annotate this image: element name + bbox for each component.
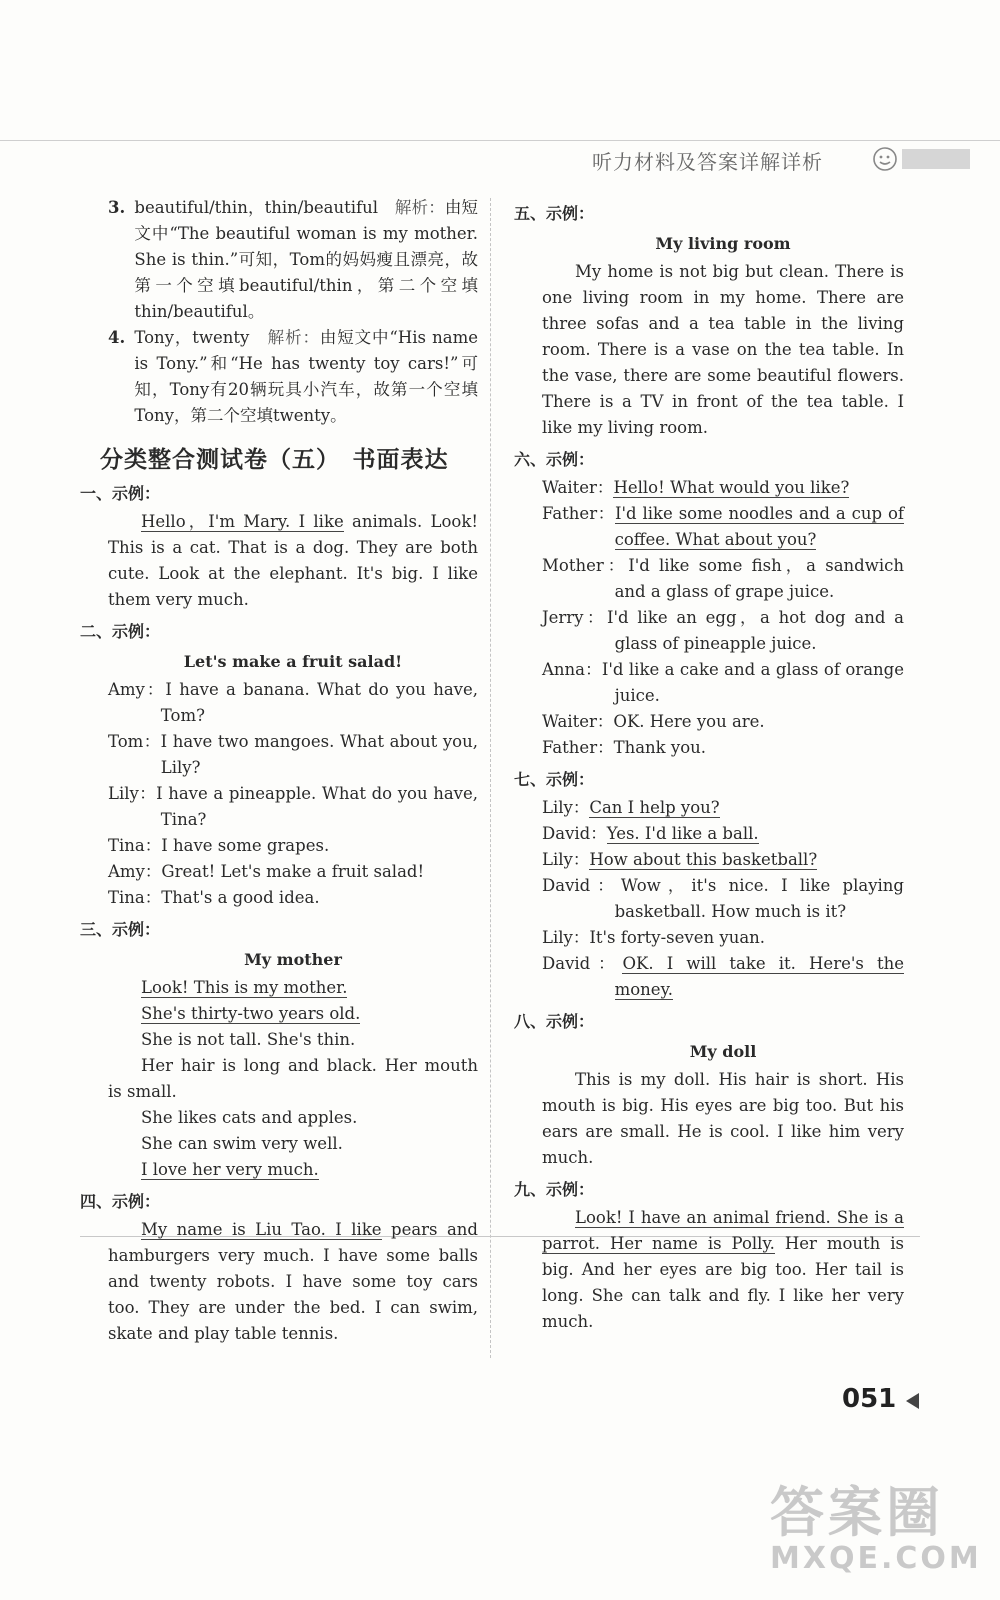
section-8-title: My doll	[689, 1042, 757, 1061]
dialog-line: Mother：I'd like some fish，a sandwich and a glass of grape juice.	[542, 556, 904, 601]
section-5-text: My home is not big but clean. There is one living room in my home. There are three sofas and a tea table in the living room. There is a vase on the tea table. In the vase, there are some beautiful flowers. There is a TV in front of the tea table. I like my living room.	[542, 262, 904, 437]
dialog-line: Amy：I have a banana. What do you have, Tom?	[108, 680, 478, 725]
header-rule	[0, 140, 1000, 141]
page-number: 051	[842, 1384, 897, 1414]
section-title: 分类整合测试卷（五） 书面表达	[100, 447, 449, 473]
essay-line: I love her very much.	[141, 1160, 319, 1179]
right-column	[514, 195, 905, 1335]
section-7-label: 七、示例：	[514, 770, 595, 789]
dialog-line: Jerry：I'd like an egg，a hot dog and a glass of pineapple juice.	[542, 608, 904, 653]
essay-line: She can swim very well.	[141, 1134, 343, 1153]
dialog-line: Lily：How about this basketball?	[542, 850, 818, 869]
dialog-line: Lily：Can I help you?	[542, 798, 720, 817]
watermark-logo: 答案圈 MXQE.COM	[770, 1481, 982, 1576]
dialog-line: David：Yes. I'd like a ball.	[542, 824, 759, 843]
header-bar	[902, 149, 970, 169]
section-6-label: 六、示例：	[514, 450, 595, 469]
dialog-line: Lily：I have a pineapple. What do you have, Tina?	[108, 784, 478, 829]
dialog-line: Amy：Great! Let's make a fruit salad!	[108, 862, 425, 881]
section-1-text: Hello，I'm Mary. I like animals. Look! This is a cat. That is a dog. They are both cute. Look at the elephant. It's big. I like them very much.	[108, 512, 478, 609]
dialog-line: David：Wow，it's nice. I like playing basketball. How much is it?	[542, 876, 904, 921]
dialog-line: Waiter：Hello! What would you like?	[542, 478, 850, 497]
dialog-line: Anna：I'd like a cake and a glass of orange juice.	[542, 660, 904, 705]
essay-line: Look! This is my mother.	[141, 978, 348, 997]
dialog-line: Tom：I have two mangoes. What about you, Lily?	[108, 732, 478, 777]
smiley-logo-icon	[872, 146, 902, 172]
dialog-line: Tina：That's a good idea.	[108, 888, 320, 907]
section-4-text: My name is Liu Tao. I like pears and hamburgers very much. I have some balls and twenty robots. I have some toy cars too. They are under the bed. I can swim, skate and play table tennis.	[108, 1220, 478, 1343]
essay-line: Her hair is long and black. Her mouth is small.	[108, 1056, 478, 1101]
section-9-label: 九、示例：	[514, 1180, 595, 1199]
section-8-label: 八、示例：	[514, 1012, 595, 1031]
essay-line: She's thirty-two years old.	[141, 1004, 361, 1023]
dialog-line: Lily：It's forty-seven yuan.	[542, 928, 766, 947]
header-title: 听力材料及答案详解详析	[592, 150, 823, 174]
dialog-line: Tina：I have some grapes.	[108, 836, 330, 855]
section-3-title: My mother	[244, 950, 342, 969]
section-9-text: Look! I have an animal friend. She is a parrot. Her name is Polly. Her mouth is big. And her eyes are big too. Her tail is long. She can talk and fly. I like her very much.	[542, 1208, 905, 1331]
dialog-line: Father：I'd like some noodles and a cup of coffee. What about you?	[542, 504, 905, 549]
section-5-label: 五、示例：	[514, 204, 595, 223]
essay-line: She likes cats and apples.	[141, 1108, 358, 1127]
answer-item-4: 4. Tony，twenty 解析：由短文中“His name is Tony.”和“He has twenty toy cars!”可知，Tony有20辆玩具小汽车，故第一个空填Tony，第二个空填twenty。	[108, 328, 478, 425]
section-2-title: Let's make a fruit salad!	[183, 652, 403, 671]
section-5-title: My living room	[655, 234, 791, 253]
section-2-label: 二、示例：	[80, 622, 161, 641]
answer-item-3: 3. beautiful/thin，thin/beautiful 解析：由短文中“The beautiful woman is my mother. She is thin.”可知，Tom的妈妈瘦且漂亮，故第一个空填beautiful/thin，第二个空填thin/beautiful。	[108, 198, 478, 321]
section-3-label: 三、示例：	[80, 920, 161, 939]
section-8-text: This is my doll. His hair is short. His mouth is big. His eyes are big too. But his ears are small. He is cool. I like him very much.	[542, 1070, 904, 1167]
left-column	[80, 195, 478, 1347]
column-divider	[490, 198, 491, 1358]
essay-line: She is not tall. She's thin.	[141, 1030, 356, 1049]
dialog-line: David：OK. I will take it. Here's the money.	[542, 954, 904, 999]
page-arrow-icon	[906, 1393, 919, 1409]
dialog-line: Father：Thank you.	[542, 738, 707, 757]
dialog-line: Waiter：OK. Here you are.	[542, 712, 765, 731]
section-1-label: 一、示例：	[80, 484, 161, 503]
section-4-label: 四、示例：	[80, 1192, 161, 1211]
